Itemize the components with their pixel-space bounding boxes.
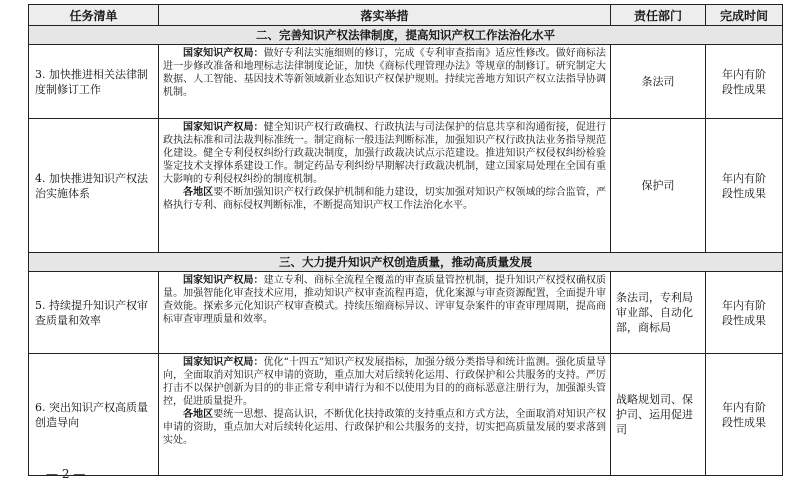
measures-cell (159, 45, 611, 119)
measure-text: 建立专利、商标全流程全覆盖的审查质量管控机制，提升知识产权授权确权质量。加强智能化审查技术应用，推动知识产权审查流程再造，优化案源与审查资源配置，全面提升审查效能。探索多元化知识产权审查模式。持续压缩商标异议、评审复杂案件的审查审理周期，提高商标审查审理质量和效率。 (163, 275, 607, 325)
measure-text: 做好专利法实施细则的修订，完成《专利审查指南》适应性修改。做好商标法进一步修改准备和地理标志法律制度论证，加快《商标代理管理办法》等规章的制修订。研究制定大数据、人工智能、基因技术等新领域新业态知识产权保护规则。持续完善地方知识产权立法指导协调机制。 (163, 48, 607, 98)
dept-cell: 战略规划司、保护司、运用促进司 (611, 354, 706, 476)
measures-cell (159, 119, 611, 253)
section-title: 二、完善知识产权法律制度，提高知识产权工作法治化水平 (29, 26, 783, 45)
measure-paragraph (163, 274, 606, 326)
page-number: — 2 — (46, 467, 86, 481)
task-cell: 5. 持续提升知识产权审查质量和效率 (29, 272, 159, 354)
measure-text: 要统一思想、提高认识，不断优化扶持政策的支持重点和方式方法，全面取消对知识产权申请的资助，重点加大对后续转化运用、行政保护和公共服务的支持，切实把高质量发展的要求落到实处。 (163, 409, 607, 446)
header-dept: 责任部门 (611, 5, 706, 26)
header-time: 完成时间 (706, 5, 783, 26)
time-cell: 年内有阶段性成果 (706, 354, 783, 476)
measure-paragraph (163, 121, 606, 186)
measure-text: 优化“十四五”知识产权发展指标，加强分级分类指导和统计监测。强化质量导向，全面取消对知识产权申请的资助，重点加大对后续转化运用、行政保护和公共服务的支持。严厉打击不以保护创新为目的的非正常专利申请行为和不以使用为目的的商标恶意注册行为，加强源头管控，促进质量提升。 (163, 357, 606, 407)
measure-paragraph (163, 186, 606, 212)
time-cell: 年内有阶段性成果 (706, 272, 783, 354)
task-cell: 6. 突出知识产权高质量创造导向 (29, 354, 159, 476)
measure-paragraph (163, 408, 606, 447)
dept-cell: 条法司，专利局审业部、自动化部，商标局 (611, 272, 706, 354)
section-title: 三、大力提升知识产权创造质量，推动高质量发展 (29, 253, 783, 272)
measure-lead: 国家知识产权局： (183, 48, 264, 59)
table-row (29, 354, 783, 476)
measures-cell (159, 272, 611, 354)
time-cell: 年内有阶段性成果 (706, 119, 783, 253)
task-table (28, 4, 783, 476)
section-row (29, 253, 783, 272)
dept-cell: 条法司 (611, 45, 706, 119)
dept-cell: 保护司 (611, 119, 706, 253)
table-row (29, 45, 783, 119)
header-measures: 落实举措 (159, 5, 611, 26)
task-cell: 4. 加快推进知识产权法治实施体系 (29, 119, 159, 253)
measure-lead: 国家知识产权局： (183, 357, 264, 368)
measure-lead: 各地区 (183, 187, 214, 198)
time-cell: 年内有阶段性成果 (706, 45, 783, 119)
measure-lead: 国家知识产权局： (183, 275, 264, 286)
measure-lead: 国家知识产权局： (183, 122, 264, 133)
table-row (29, 272, 783, 354)
header-task: 任务清单 (29, 5, 159, 26)
table-header-row (29, 5, 783, 26)
measure-paragraph (163, 47, 606, 99)
table-row (29, 119, 783, 253)
measure-text: 要不断加强知识产权行政保护机制和能力建设，切实加强对知识产权领域的综合监管，严格执行专利、商标侵权判断标准，不断提高知识产权工作法治化水平。 (163, 187, 607, 211)
measures-cell (159, 354, 611, 476)
section-row (29, 26, 783, 45)
task-cell: 3. 加快推进相关法律制度制修订工作 (29, 45, 159, 119)
measure-lead: 各地区 (183, 409, 214, 420)
measure-paragraph (163, 356, 606, 408)
measure-text: 健全知识产权行政确权、行政执法与司法保护的信息共享和沟通衔接，促进行政执法标准和司法裁判标准统一。制定商标一般违法判断标准，加强知识产权行政执法业务指导规范化建设。健全专利侵权纠纷行政裁决制度，加强行政裁决试点示范建设。推进知识产权侵权纠纷检验鉴定技术支撑体系建设工作。制定药品专利纠纷早期解决行政裁决机制，建立国家局处理在全国有重大影响的专利侵权纠纷的制度机制。 (163, 122, 607, 185)
